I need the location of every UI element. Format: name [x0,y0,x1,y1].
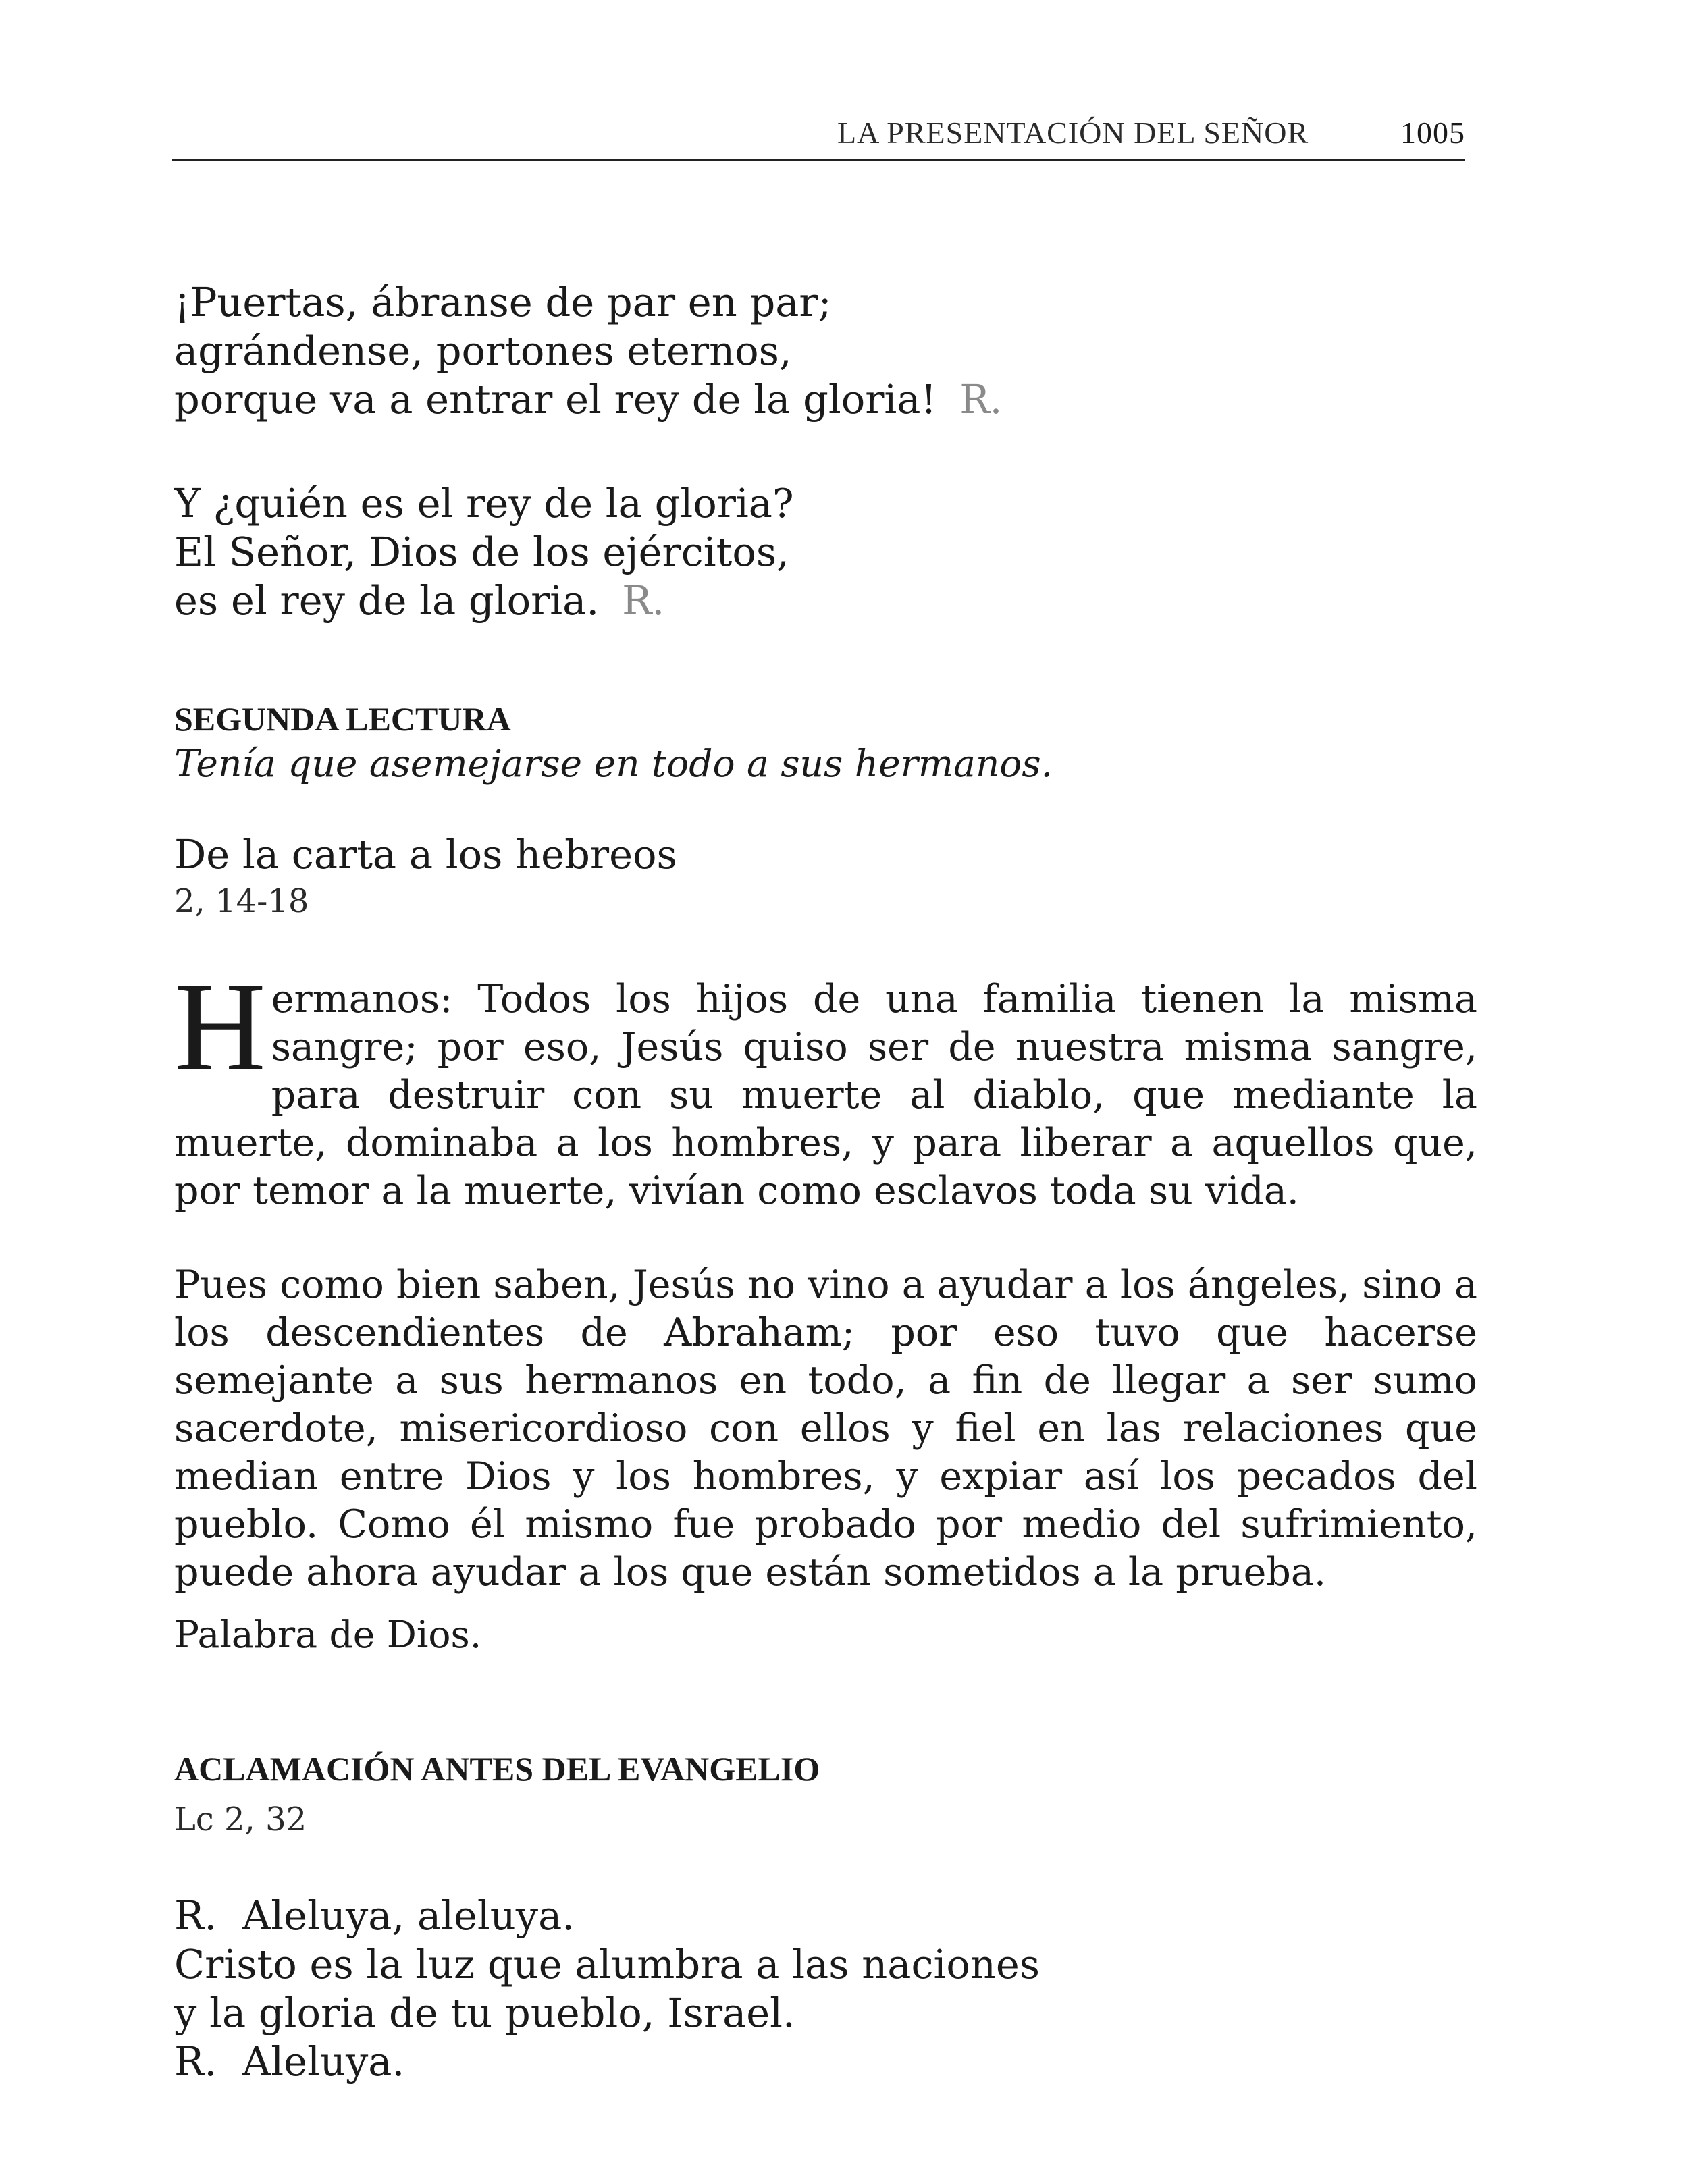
section-title: SEGUNDA LECTURA [174,700,511,738]
reading-source [174,830,1477,924]
psalm-line: agrándense, portones eternos, [174,327,792,374]
acclamation-line: Cristo es la luz que alumbra a las naciones [174,1941,1040,1988]
reading-citation: 2, 14-18 [174,882,309,920]
reading-paragraph-2 [174,1261,1477,1597]
psalm-line-text: es el rey de la gloria. [174,577,600,624]
gospel-acclamation-heading [174,1749,1477,1842]
reading-closing [174,1610,1477,1659]
psalm-stanza-2 [174,479,1477,625]
acclamation-citation: Lc 2, 32 [174,1801,307,1838]
psalm-line-text: porque va a entrar el rey de la gloria! [174,376,937,423]
psalm-response: R. [622,577,665,624]
reading-source-title: De la carta a los hebreos [174,831,677,878]
reading-paragraph [174,956,1477,1215]
psalm-line: ¡Puertas, ábranse de par en par; [174,279,832,325]
psalm-response: R. [959,376,1003,423]
reading-subtitle: Tenía que asemejarse en todo a sus hermanos. [174,742,1053,785]
section-title: ACLAMACIÓN ANTES DEL EVANGELIO [174,1750,820,1788]
running-title: LA PRESENTACIÓN DEL SEÑOR [837,115,1309,150]
psalm-line: Y ¿quién es el rey de la gloria? [174,480,794,527]
closing-formula: Palabra de Dios. [174,1613,482,1656]
page-number: 1005 [1400,115,1465,150]
reading-paragraph-1 [174,956,1477,1215]
gospel-acclamation-text [174,1892,1477,2086]
drop-cap: H [174,956,266,1097]
header-rule [172,159,1465,161]
psalm-stanza-1 [174,278,1477,424]
psalm-line [174,577,1477,625]
running-head [837,115,1465,151]
acclamation-line: R. Aleluya, aleluya. [174,1892,575,1939]
psalm-line: El Señor, Dios de los ejércitos, [174,529,789,575]
acclamation-line: y la gloria de tu pueblo, Israel. [174,1990,795,2036]
psalm-line [174,375,1477,424]
reading-paragraph-text: ermanos: Todos los hijos de una familia tienen la misma sangre; por eso, Jesús quiso ser de nuestra misma sangre, para destruir con su muerte al diablo, que mediante la muerte, dominaba a los hombres, y para liberar a aquellos que, por temor a la muerte, vivían como esclavos toda su vida. [174,977,1477,1213]
acclamation-line: R. Aleluya. [174,2038,405,2085]
second-reading-heading [174,699,1477,788]
reading-paragraph: Pues como bien saben, Jesús no vino a ayudar a los ángeles, sino a los descendientes de Abraham; por eso tuvo que hacerse semejante a sus hermanos en todo, a fin de llegar a ser sumo sacerdote, misericordioso con ellos y fiel en las relaciones que median entre Dios y los hombres, y expiar así los pecados del pueblo. Como él mismo fue probado por medio del sufrimiento, puede ahora ayudar a los que están sometidos a la prueba. [174,1262,1477,1595]
